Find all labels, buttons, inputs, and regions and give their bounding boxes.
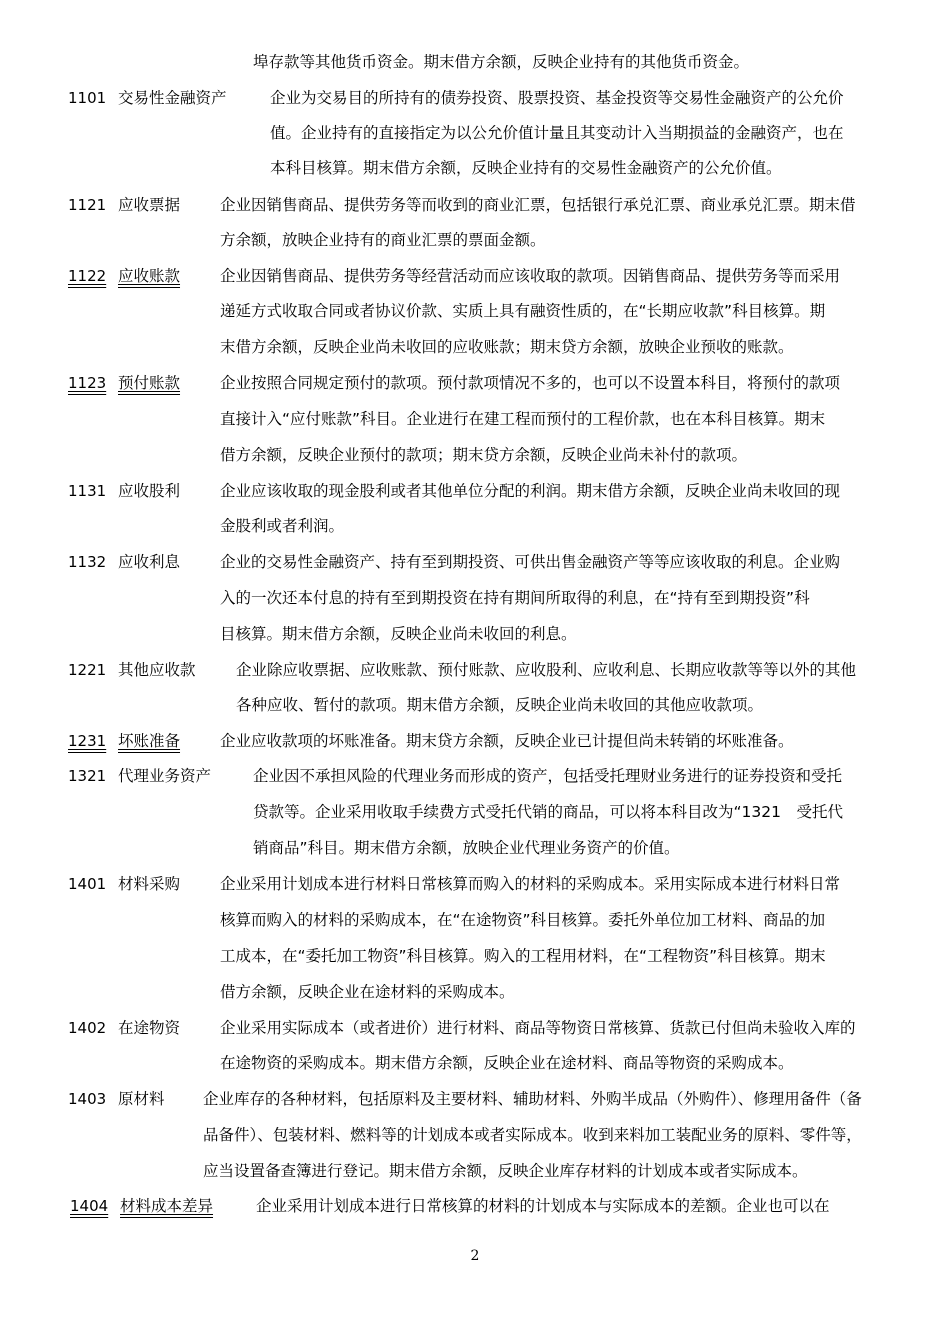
account-code: 1404 [70, 1197, 109, 1215]
body-line: 企业库存的各种材料，包括原料及主要材料、辅助材料、外购半成品（外购件）、修理用备件（备 [203, 1090, 862, 1108]
account-code: 1231 [68, 732, 107, 750]
account-name: 原材料 [118, 1090, 165, 1108]
account-code: 1132 [68, 553, 107, 571]
body-line: 递延方式收取合同或者协议价款、实质上具有融资性质的，在“长期应收款”科目核算。期 [220, 302, 826, 320]
body-line: 目核算。期末借方余额，反映企业尚未收回的利息。 [220, 625, 577, 643]
account-code: 1122 [68, 267, 107, 285]
body-line: 企业应该收取的现金股利或者其他单位分配的利润。期末借方余额，反映企业尚未收回的现 [220, 482, 841, 500]
body-line: 企业因不承担风险的代理业务而形成的资产，包括受托理财业务进行的证券投资和受托 [253, 767, 843, 785]
body-line: 借方余额，反映企业在途材料的采购成本。 [220, 983, 515, 1001]
body-line: 企业的交易性金融资产、持有至到期投资、可供出售金融资产等等应该收取的利息。企业购 [220, 553, 841, 571]
body-line: 末借方余额，反映企业尚未收回的应收账款；期末贷方余额，放映企业预收的账款。 [220, 338, 794, 356]
account-name: 应收利息 [118, 553, 181, 571]
body-line: 直接计入“应付账款”科目。企业进行在建工程而预付的工程价款，也在本科目核算。期末 [220, 410, 826, 428]
body-line: 品备件）、包装材料、燃料等的计划成本或者实际成本。收到来料加工装配业务的原料、零件等， [203, 1126, 862, 1144]
account-code: 1123 [68, 374, 107, 392]
account-code: 1121 [68, 196, 107, 214]
body-line: 在途物资的采购成本。期末借方余额，反映企业在途材料、商品等物资的采购成本。 [220, 1054, 794, 1072]
body-line: 各种应收、暂付的款项。期末借方余额，反映企业尚未收回的其他应收款项。 [236, 696, 764, 714]
account-name: 应收账款 [118, 267, 181, 285]
account-code: 1402 [68, 1019, 107, 1037]
page-number: 2 [470, 1248, 480, 1264]
body-line: 企业因销售商品、提供劳务等而收到的商业汇票，包括银行承兑汇票、商业承兑汇票。期末借 [220, 196, 856, 214]
body-line: 本科目核算。期末借方余额，反映企业持有的交易性金融资产的公允价值。 [270, 159, 782, 177]
account-code: 1401 [68, 875, 107, 893]
body-line: 应当设置备查簿进行登记。期末借方余额，反映企业库存材料的计划成本或者实际成本。 [203, 1162, 808, 1180]
body-line: 贷款等。企业采用收取手续费方式受托代销的商品，可以将本科目改为“1321 受托代 [253, 803, 843, 821]
account-name: 应收票据 [118, 196, 181, 214]
body-line: 入的一次还本付息的持有至到期投资在持有期间所取得的利息，在“持有至到期投资”科 [220, 589, 810, 607]
body-line: 金股利或者利润。 [220, 517, 345, 535]
account-code: 1101 [68, 89, 107, 107]
body-line: 企业采用计划成本进行材料日常核算而购入的材料的采购成本。采用实际成本进行材料日常 [220, 875, 841, 893]
account-name: 应收股利 [118, 482, 181, 500]
body-line: 企业因销售商品、提供劳务等经营活动而应该收取的款项。因销售商品、提供劳务等而采用 [220, 267, 841, 285]
body-line: 方余额，放映企业持有的商业汇票的票面金额。 [220, 231, 546, 249]
body-line: 企业为交易目的所持有的债券投资、股票投资、基金投资等交易性金融资产的公允价 [270, 89, 844, 107]
body-line: 核算而购入的材料的采购成本，在“在途物资”科目核算。委托外单位加工材料、商品的加 [220, 911, 826, 929]
body-line: 埠存款等其他货币资金。期末借方余额，反映企业持有的其他货币资金。 [253, 53, 750, 71]
account-name: 坏账准备 [118, 732, 181, 750]
account-name: 材料采购 [118, 875, 181, 893]
account-name: 其他应收款 [118, 661, 196, 679]
body-line: 企业除应收票据、应收账款、预付账款、应收股利、应收利息、长期应收款等等以外的其他 [236, 661, 857, 679]
body-line: 企业采用计划成本进行日常核算的材料的计划成本与实际成本的差额。企业也可以在 [256, 1197, 830, 1215]
body-line: 借方余额，反映企业预付的款项；期末贷方余额，反映企业尚未补付的款项。 [220, 446, 748, 464]
account-name: 预付账款 [118, 374, 181, 392]
account-code: 1321 [68, 767, 107, 785]
body-line: 企业应收款项的坏账准备。期末贷方余额，反映企业已计提但尚未转销的坏账准备。 [220, 732, 794, 750]
body-line: 销商品”科目。期末借方余额，放映企业代理业务资产的价值。 [253, 839, 680, 857]
body-line: 值。企业持有的直接指定为以公允价值计量且其变动计入当期损益的金融资产，也在 [270, 124, 844, 142]
account-code: 1403 [68, 1090, 107, 1108]
account-name: 代理业务资产 [118, 767, 212, 785]
body-line: 企业按照合同规定预付的款项。预付款项情况不多的，也可以不设置本科目，将预付的款项 [220, 374, 841, 392]
account-name: 交易性金融资产 [118, 89, 227, 107]
account-name: 在途物资 [118, 1019, 181, 1037]
account-code: 1221 [68, 661, 107, 679]
body-line: 工成本，在“委托加工物资”科目核算。购入的工程用材料，在“工程物资”科目核算。期末 [220, 947, 826, 965]
account-code: 1131 [68, 482, 107, 500]
account-name: 材料成本差异 [120, 1197, 214, 1215]
body-line: 企业采用实际成本（或者进价）进行材料、商品等物资日常核算、货款已付但尚未验收入库的 [220, 1019, 856, 1037]
